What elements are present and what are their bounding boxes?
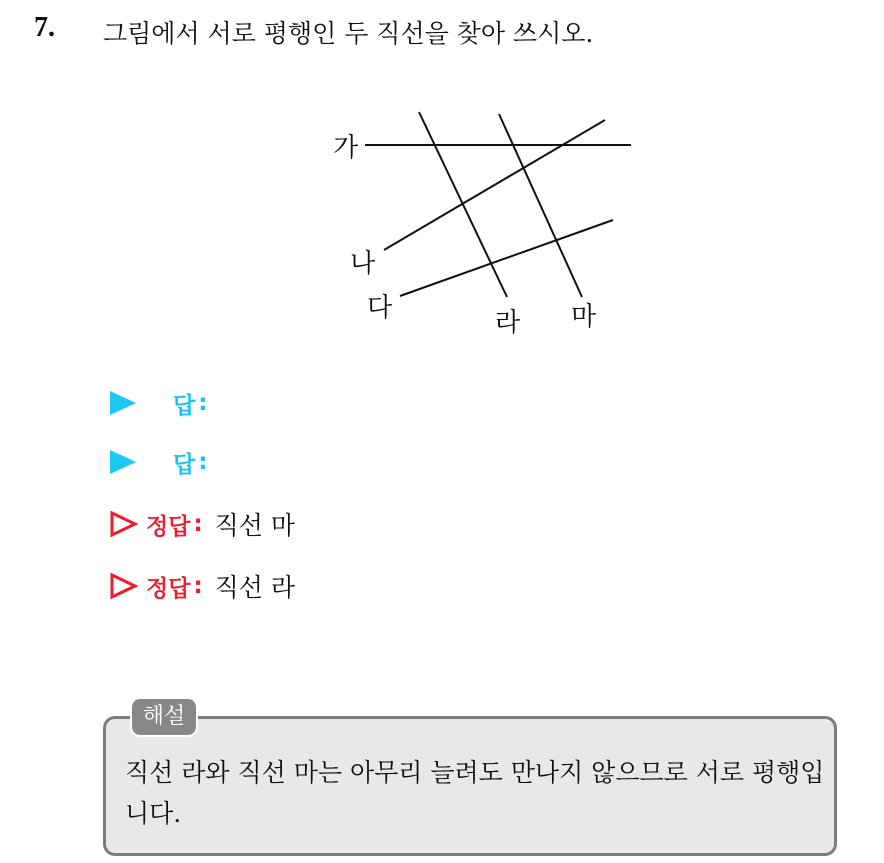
question-text: 그림에서 서로 평행인 두 직선을 찾아 쓰시오. [103,19,594,48]
solution-row [110,507,295,541]
answer-colon: : [198,449,208,475]
play-arrow-icon [110,450,136,474]
solution-label: 정답 [146,513,191,540]
explanation-text: 직선 라와 직선 마는 아무리 늘려도 만나지 않으므로 서로 평행입니다. [125,758,825,828]
answer-label: 답 [173,451,196,478]
label-ga: 가 [333,133,359,163]
parallel-lines-figure [0,0,884,360]
solution-colon: : [193,573,203,599]
solution-value: 직선 마 [214,511,296,540]
line-na [384,120,605,250]
label-ma: 마 [571,302,597,332]
explanation-title: 해설 [130,697,198,737]
line-ra [419,112,507,297]
answer-label: 답 [173,392,196,419]
label-da: 다 [367,293,393,323]
solution-colon: : [193,511,203,537]
label-ra: 라 [495,308,521,338]
play-arrow-icon [110,391,136,415]
line-da [400,220,613,296]
question-number: 7. [34,12,55,43]
triangle-outline-icon [110,511,138,537]
solution-row [110,569,295,603]
triangle-outline-icon [110,573,138,599]
answer-colon: : [198,390,208,416]
solution-label: 정답 [146,575,191,602]
answer-row [110,386,219,420]
solution-value: 직선 라 [214,573,296,602]
answer-row [110,445,219,479]
label-na: 나 [350,249,376,279]
